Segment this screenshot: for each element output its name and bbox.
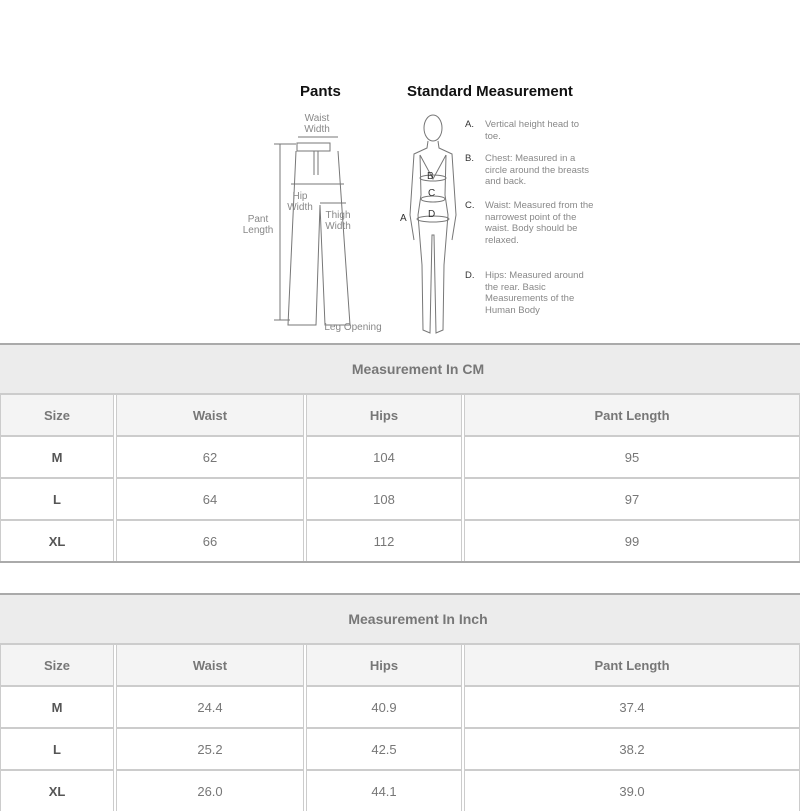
size-cell: M: [0, 437, 114, 479]
size-cell: XL: [0, 521, 114, 561]
size-diagram: [230, 75, 600, 345]
standard-measurement-title: Standard Measurement: [407, 83, 573, 100]
hips-cell: 112: [306, 521, 462, 561]
body-letter-d: D: [428, 209, 436, 220]
table-title: Measurement In CM: [0, 345, 800, 395]
waist-width-label: Waist Width: [304, 113, 330, 135]
leg-opening-label: Leg Opening: [324, 322, 382, 333]
header-pant-length: Pant Length: [464, 395, 800, 437]
size-cell: M: [0, 687, 114, 729]
waist-cell: 24.4: [116, 687, 304, 729]
description-b: B. Chest: Measured in a circle around the breasts and back.: [465, 153, 590, 187]
waist-cell: 26.0: [116, 771, 304, 811]
description-c: C. Waist: Measured from the narrowest point of the waist. Body should be relaxed.: [465, 200, 594, 246]
pant-length-cell: 37.4: [464, 687, 800, 729]
header-waist: Waist: [116, 645, 304, 687]
table-row: [0, 479, 800, 521]
hips-cell: 104: [306, 437, 462, 479]
hips-cell: 40.9: [306, 687, 462, 729]
table-header-row: [0, 395, 800, 437]
waist-cell: 25.2: [116, 729, 304, 771]
table-title: Measurement In Inch: [0, 595, 800, 645]
hips-cell: 108: [306, 479, 462, 521]
size-cell: L: [0, 729, 114, 771]
thigh-width-label: Thigh Width: [325, 210, 351, 232]
header-size: Size: [0, 645, 114, 687]
size-cell: L: [0, 479, 114, 521]
size-cell: XL: [0, 771, 114, 811]
waist-cell: 66: [116, 521, 304, 561]
pant-length-cell: 97: [464, 479, 800, 521]
body-letter-a: A: [400, 213, 407, 224]
hip-width-label: Hip Width: [287, 191, 313, 213]
table-header-row: [0, 645, 800, 687]
description-d: D. Hips: Measured around the rear. Basic Measurements of the Human Body: [465, 270, 584, 316]
table-row: [0, 521, 800, 561]
hips-cell: 44.1: [306, 771, 462, 811]
pant-length-cell: 95: [464, 437, 800, 479]
header-hips: Hips: [306, 395, 462, 437]
cm-measurement-table: [0, 343, 800, 563]
pant-length-cell: 38.2: [464, 729, 800, 771]
table-row: [0, 729, 800, 771]
pant-length-cell: 99: [464, 521, 800, 561]
body-letter-b: B: [427, 171, 434, 182]
header-pant-length: Pant Length: [464, 645, 800, 687]
pant-length-cell: 39.0: [464, 771, 800, 811]
waist-cell: 64: [116, 479, 304, 521]
waist-cell: 62: [116, 437, 304, 479]
header-hips: Hips: [306, 645, 462, 687]
header-size: Size: [0, 395, 114, 437]
pants-title: Pants: [300, 83, 341, 100]
hips-cell: 42.5: [306, 729, 462, 771]
pant-length-label: Pant Length: [242, 214, 274, 236]
table-row: [0, 437, 800, 479]
table-row: [0, 687, 800, 729]
description-a: A. Vertical height head to toe.: [465, 119, 580, 142]
inch-measurement-table: [0, 593, 800, 811]
header-waist: Waist: [116, 395, 304, 437]
body-letter-c: C: [428, 188, 436, 199]
table-row: [0, 771, 800, 811]
